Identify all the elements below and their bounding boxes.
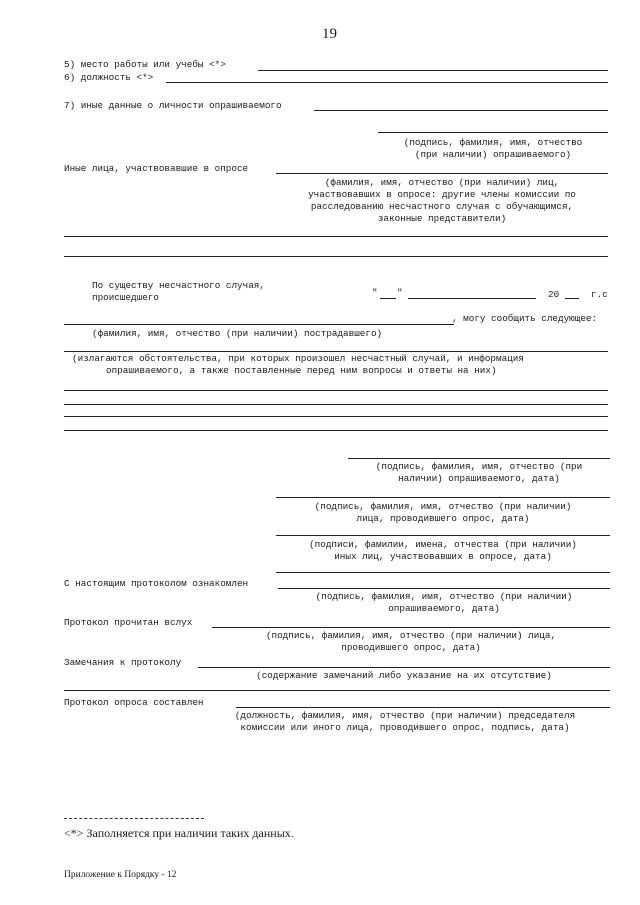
others-label: Иные лица, участвовавшие в опросе [64, 163, 249, 174]
others-blank-line-2 [64, 256, 608, 257]
others-caption-3: расследованию несчастного случая с обучающимся, [310, 201, 574, 212]
acquainted-line [278, 588, 610, 589]
other-data-line [314, 110, 608, 111]
victim-caption: (фамилия, имя, отчество (при наличии) пострадавшего) [92, 328, 383, 339]
others-caption-4: законные представители) [377, 213, 507, 224]
date-year-prefix: 20 [548, 289, 560, 300]
other-data-label: 7) иные данные о личности опрашиваемого [64, 100, 282, 111]
others-signature-line [276, 535, 610, 536]
acquainted-caption-2: опрашиваемого, дата) [388, 603, 500, 614]
date-day-line [380, 298, 396, 299]
remarks-label: Замечания к протоколу [64, 657, 182, 668]
others-caption-2: участвовавших в опросе: другие члены комиссии по [308, 189, 576, 200]
date-year-line [565, 298, 579, 299]
interviewee-dated-signature-caption: (подпись, фамилия, имя, отчество (при [375, 461, 583, 472]
others-caption-1: (фамилия, имя, отчество (при наличии) лиц, [324, 177, 560, 188]
read-aloud-caption-2: проводившего опрос, дата) [341, 642, 481, 653]
interviewee-dated-signature-line [348, 458, 610, 459]
circumstances-caption-1: (излагаются обстоятельства, при которых произошел несчастный случай, и информация [72, 353, 524, 364]
compiled-caption: (должность, фамилия, имя, отчество (при наличии) председателя [234, 710, 576, 721]
acquainted-caption: (подпись, фамилия, имя, отчество (при наличии) [315, 591, 573, 602]
interviewee-signature-caption: (подпись, фамилия, имя, отчество [403, 137, 583, 148]
date-suffix: г.с [591, 289, 608, 300]
conductor-signature-caption-2: лица, проводившего опрос, дата) [356, 513, 530, 524]
can-report-label: , могу сообщить следующее: [452, 313, 598, 324]
victim-line [64, 324, 454, 325]
others-line [276, 173, 608, 174]
circumstances-blank-line-3 [64, 416, 608, 417]
conductor-signature-line [276, 497, 610, 498]
acquainted-label: С настоящим протоколом ознакомлен [64, 578, 249, 589]
essence-label-2: происшедшего [92, 292, 159, 303]
remarks-blank-line [64, 690, 610, 691]
read-aloud-caption: (подпись, фамилия, имя, отчество (при наличии) лица, [265, 630, 557, 641]
footnote: <*> Заполняется при наличии таких данных. [64, 826, 294, 840]
remarks-line [198, 667, 610, 668]
others-signature-caption: (подписи, фамилии, имена, отчества (при наличии) [309, 539, 577, 550]
read-aloud-line [212, 627, 610, 628]
work-place-line [258, 70, 608, 71]
circumstances-blank-line-4 [64, 430, 608, 431]
interviewee-signature-caption-2: (при наличии) опрашиваемого) [414, 149, 572, 160]
date-quote-open: " [372, 287, 378, 298]
page-footer: Приложение к Порядку - 12 [64, 870, 177, 880]
others-signature-extra-line [276, 572, 610, 573]
others-signature-caption-2: иных лиц, участвовавших в опросе, дата) [334, 551, 552, 562]
interviewee-signature-line [378, 132, 608, 133]
circumstances-blank-line-2 [64, 404, 608, 405]
date-quote-close: " [397, 287, 403, 298]
conductor-signature-caption: (подпись, фамилия, имя, отчество (при наличии) [314, 501, 572, 512]
others-blank-line-1 [64, 236, 608, 237]
compiled-label: Протокол опроса составлен [64, 697, 204, 708]
circumstances-caption-2: опрашиваемого, а также поставленные перед ним вопросы и ответы на них) [106, 365, 497, 376]
essence-label: По существу несчастного случая, [92, 280, 265, 291]
compiled-line [236, 707, 610, 708]
position-label: 6) должность <*> [64, 72, 154, 83]
position-line [166, 82, 608, 83]
footnote-separator [64, 818, 204, 819]
page-number: 19 [322, 26, 337, 42]
date-month-line [408, 298, 536, 299]
remarks-caption: (содержание замечаний либо указание на их отсутствие) [256, 670, 552, 681]
read-aloud-label: Протокол прочитан вслух [64, 617, 193, 628]
interviewee-dated-signature-caption-2: наличии) опрашиваемого, дата) [398, 473, 560, 484]
circumstances-line [64, 351, 608, 352]
work-place-label: 5) место работы или учебы <*> [64, 59, 226, 70]
compiled-caption-2: комиссии или иного лица, проводившего опрос, подпись, дата) [240, 722, 570, 733]
circumstances-blank-line-1 [64, 390, 608, 391]
